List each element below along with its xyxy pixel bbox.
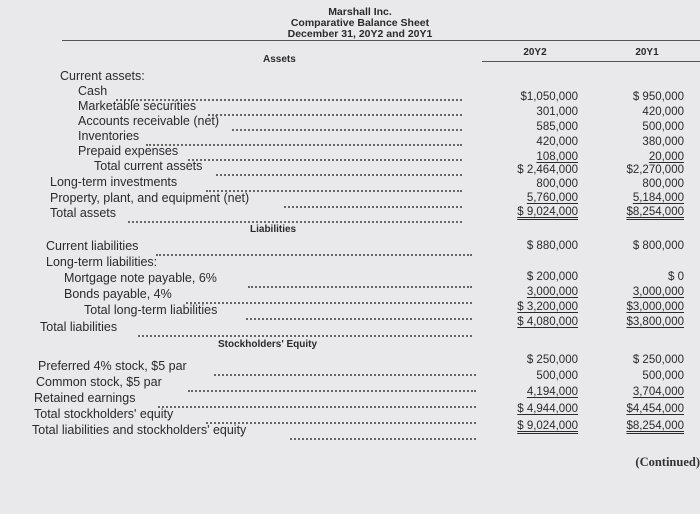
marketable-label: Marketable securities — [78, 99, 197, 113]
leader-dots — [138, 323, 472, 337]
total-lt-liabilities-20y1: $3,000,000 — [626, 301, 684, 313]
column-20y1: 20Y1 — [635, 47, 659, 58]
prepaid-20y1: 20,000 — [648, 151, 684, 163]
common-20y2: 500,000 — [536, 370, 578, 382]
total-assets-20y1: $8,254,000 — [626, 206, 684, 218]
leader-dots — [248, 274, 472, 288]
total-equity-20y1: $4,454,000 — [626, 403, 684, 415]
total-current-assets-20y2: $ 2,464,000 — [517, 164, 578, 176]
receivable-20y2: 585,000 — [536, 121, 578, 133]
column-rule — [482, 61, 700, 62]
leader-dots — [284, 194, 462, 208]
lt-investments-20y1: 800,000 — [642, 178, 684, 190]
retained-label: Retained earnings — [34, 391, 136, 405]
leader-dots — [206, 178, 462, 192]
column-20y2: 20Y2 — [523, 47, 547, 58]
liabilities-heading: Liabilities — [250, 224, 297, 235]
bonds-label: Bonds payable, 4% — [64, 287, 172, 301]
leader-dots — [158, 394, 476, 408]
bonds-20y1: 3,000,000 — [632, 286, 684, 298]
cash-20y2: $1,050,000 — [520, 91, 578, 103]
total-liab-equity-label: Total liabilities and stockholders' equity — [32, 423, 247, 437]
header-rule — [62, 40, 700, 41]
leader-dots — [128, 209, 462, 223]
leader-dots — [188, 147, 462, 161]
marketable-20y2: 301,000 — [536, 106, 578, 118]
ppe-20y2: 5,760,000 — [526, 192, 578, 204]
total-liabilities-20y1: $3,800,000 — [626, 316, 684, 328]
preferred-20y2: $ 250,000 — [526, 354, 578, 366]
mortgage-label: Mortgage note payable, 6% — [64, 271, 217, 285]
lt-investments-label: Long-term investments — [50, 175, 178, 189]
statement-title: Comparative Balance Sheet — [290, 17, 430, 29]
lt-liabilities-heading: Long-term liabilities: — [46, 255, 158, 269]
mortgage-20y1: $ 0 — [668, 271, 684, 283]
continued-note: (Continued) — [635, 455, 700, 469]
company-name: Marshall Inc. — [328, 6, 392, 18]
leader-dots — [232, 117, 462, 131]
inventories-20y2: 420,000 — [536, 136, 578, 148]
lt-investments-20y2: 800,000 — [536, 178, 578, 190]
inventories-label: Inventories — [78, 129, 140, 143]
prepaid-20y2: 108,000 — [536, 151, 578, 163]
cash-20y1: $ 950,000 — [632, 91, 684, 103]
leader-dots — [186, 290, 472, 304]
current-liabilities-20y2: $ 880,000 — [526, 240, 578, 252]
marketable-20y1: 420,000 — [642, 106, 684, 118]
total-assets-20y2: $ 9,024,000 — [517, 206, 578, 218]
leader-dots — [206, 410, 476, 424]
total-current-assets-label: Total current assets — [94, 159, 203, 173]
total-assets-label: Total assets — [50, 206, 117, 220]
total-liabilities-20y2: $ 4,080,000 — [517, 316, 578, 328]
cash-label: Cash — [78, 84, 108, 98]
total-equity-label: Total stockholders' equity — [34, 407, 174, 421]
common-label: Common stock, $5 par — [36, 375, 162, 389]
total-liab-equity-20y1: $8,254,000 — [626, 420, 684, 432]
ppe-20y1: 5,184,000 — [632, 192, 684, 204]
leader-dots — [216, 162, 462, 176]
total-liabilities-label: Total liabilities — [40, 320, 118, 334]
total-current-assets-20y1: $2,270,000 — [626, 164, 684, 176]
equity-heading: Stockholders' Equity — [218, 339, 318, 350]
mortgage-20y2: $ 200,000 — [526, 271, 578, 283]
total-lt-liabilities-label: Total long-term liabilities — [84, 303, 218, 317]
preferred-20y1: $ 250,000 — [632, 354, 684, 366]
bonds-20y2: 3,000,000 — [526, 286, 578, 298]
current-assets-heading: Current assets: — [60, 69, 145, 83]
prepaid-label: Prepaid expenses — [78, 144, 179, 158]
inventories-20y1: 380,000 — [642, 136, 684, 148]
receivable-label: Accounts receivable (net) — [78, 114, 220, 128]
leader-dots — [208, 102, 462, 116]
assets-heading: Assets — [263, 54, 296, 65]
leader-dots — [246, 306, 472, 320]
receivable-20y1: 500,000 — [642, 121, 684, 133]
common-20y1: 500,000 — [642, 370, 684, 382]
leader-dots — [214, 362, 476, 376]
ppe-label: Property, plant, and equipment (net) — [50, 191, 250, 205]
leader-dots — [156, 242, 472, 256]
statement-date: December 31, 20Y2 and 20Y1 — [287, 28, 433, 40]
leader-dots — [188, 378, 476, 392]
total-liab-equity-20y2: $ 9,024,000 — [517, 420, 578, 432]
total-equity-20y2: $ 4,944,000 — [517, 403, 578, 415]
current-liabilities-label: Current liabilities — [46, 239, 139, 253]
leader-dots — [146, 132, 462, 146]
leader-dots — [290, 426, 476, 440]
retained-20y1: 3,704,000 — [632, 386, 684, 398]
preferred-label: Preferred 4% stock, $5 par — [38, 359, 187, 373]
total-lt-liabilities-20y2: $ 3,200,000 — [517, 301, 578, 313]
retained-20y2: 4,194,000 — [526, 386, 578, 398]
current-liabilities-20y1: $ 800,000 — [632, 240, 684, 252]
